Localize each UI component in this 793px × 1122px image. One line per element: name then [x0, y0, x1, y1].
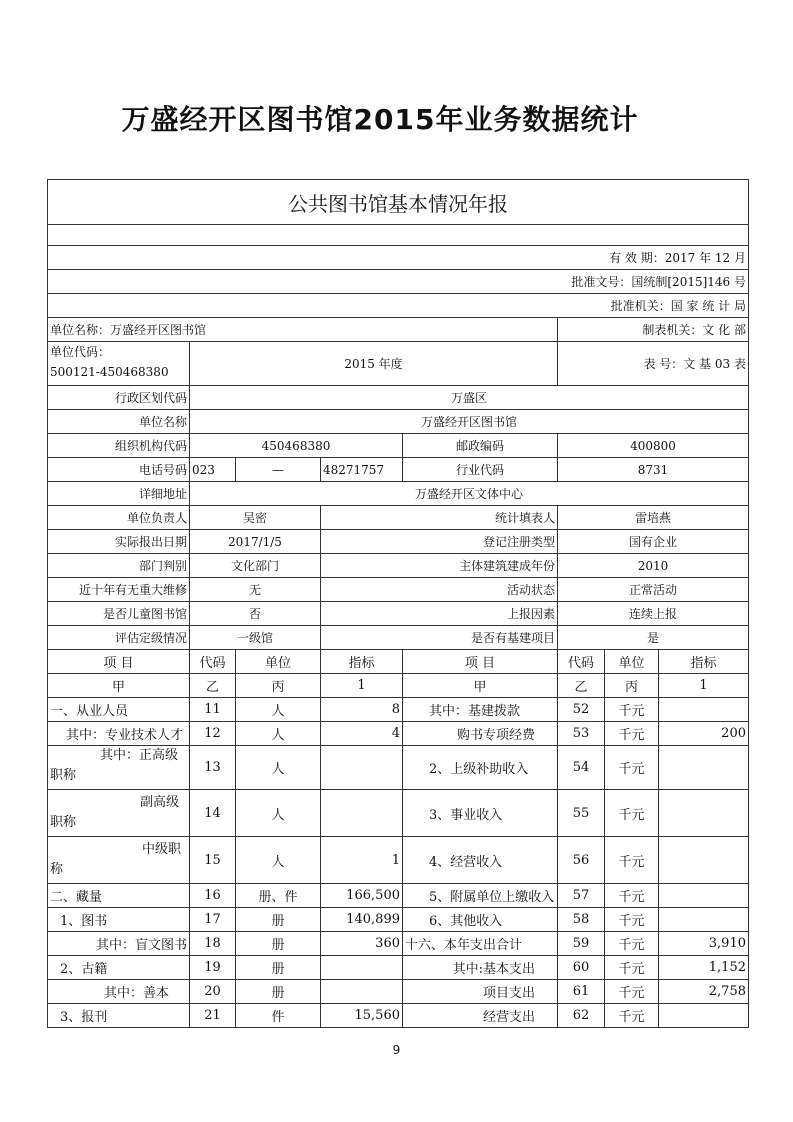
form-title: 公共图书馆基本情况年报 — [48, 180, 749, 225]
row-value-right — [659, 837, 749, 884]
build-year-value: 2010 — [558, 554, 749, 578]
table-row — [48, 1004, 749, 1028]
row-item-left: 其中：专业技术人才 — [48, 722, 190, 746]
row-item-right: 购书专项经费 — [403, 722, 558, 746]
unit-code-label: 单位代码： — [50, 345, 111, 359]
admin-code-value: 万盛区 — [190, 386, 749, 410]
activity-status-label: 活动状态 — [321, 578, 558, 602]
row-code-left: 16 — [190, 884, 236, 908]
row-item-left: 副高级职称 — [48, 790, 190, 837]
construction-label: 是否有基建项目 — [321, 626, 558, 650]
table-row — [48, 722, 749, 746]
blank-row — [48, 225, 749, 246]
build-year-label: 主体建筑建成年份 — [321, 554, 558, 578]
admin-code-label: 行政区划代码 — [48, 386, 190, 410]
row-unit-right: 千元 — [605, 1004, 659, 1028]
row-unit-left: 人 — [236, 698, 321, 722]
row-item-left: 其中：盲文图书 — [48, 932, 190, 956]
registration-type-label: 登记注册类型 — [321, 530, 558, 554]
row-code-left: 21 — [190, 1004, 236, 1028]
row-item-right: 经营支出 — [403, 1004, 558, 1028]
phone-dash: — — [236, 458, 321, 482]
row-value-left — [321, 980, 403, 1004]
row-value-right — [659, 908, 749, 932]
subheader-d-right: 1 — [659, 674, 749, 698]
row-code-right: 62 — [558, 1004, 605, 1028]
row-item-left: 其中：善本 — [48, 980, 190, 1004]
header-item: 项 目 — [48, 650, 190, 674]
row-unit-right: 千元 — [605, 908, 659, 932]
table-row — [48, 790, 749, 837]
subheader-c-right: 丙 — [605, 674, 659, 698]
row-item-right: 5、附属单位上缴收入 — [403, 884, 558, 908]
row-unit-left: 人 — [236, 790, 321, 837]
org-code-value: 450468380 — [190, 434, 403, 458]
row-value-right — [659, 698, 749, 722]
row-item-left: 二、藏量 — [48, 884, 190, 908]
approval-authority: 批准机关：国 家 统 计 局 — [48, 294, 749, 318]
table-row — [48, 837, 749, 884]
row-value-left: 1 — [321, 837, 403, 884]
row-unit-left: 人 — [236, 746, 321, 790]
row-unit-left: 件 — [236, 1004, 321, 1028]
header-code: 代码 — [190, 650, 236, 674]
row-value-left: 166,500 — [321, 884, 403, 908]
row-code-left: 17 — [190, 908, 236, 932]
row-code-right: 58 — [558, 908, 605, 932]
row-code-left: 14 — [190, 790, 236, 837]
report-reason-label: 上报因素 — [321, 602, 558, 626]
repair-value: 无 — [190, 578, 321, 602]
row-unit-right: 千元 — [605, 790, 659, 837]
row-value-right — [659, 884, 749, 908]
row-code-right: 61 — [558, 980, 605, 1004]
validity-period: 有 效 期：2017 年 12 月 — [48, 246, 749, 270]
construction-value: 是 — [558, 626, 749, 650]
subheader-d: 1 — [321, 674, 403, 698]
header-unit: 单位 — [236, 650, 321, 674]
row-unit-right: 千元 — [605, 698, 659, 722]
phone-area-code: 023 — [190, 458, 236, 482]
department-label: 部门判别 — [48, 554, 190, 578]
unit-head-label: 单位负责人 — [48, 506, 190, 530]
unit-code-value: 500121-450468380 — [50, 365, 169, 379]
industry-code-label: 行业代码 — [403, 458, 558, 482]
row-code-left: 18 — [190, 932, 236, 956]
row-unit-right: 千元 — [605, 837, 659, 884]
department-value: 文化部门 — [190, 554, 321, 578]
unit-name-line: 单位名称：万盛经开区图书馆 — [48, 318, 558, 342]
table-row — [48, 956, 749, 980]
form-filler-label: 统计填表人 — [321, 506, 558, 530]
repair-label: 近十年有无重大维修 — [48, 578, 190, 602]
row-value-right — [659, 790, 749, 837]
address-label: 详细地址 — [48, 482, 190, 506]
postal-code-value: 400800 — [558, 434, 749, 458]
row-item-right: 项目支出 — [403, 980, 558, 1004]
row-value-left: 4 — [321, 722, 403, 746]
subheader-a: 甲 — [48, 674, 190, 698]
report-date-label: 实际报出日期 — [48, 530, 190, 554]
row-item-right: 2、上级补助收入 — [403, 746, 558, 790]
row-unit-right: 千元 — [605, 980, 659, 1004]
industry-code-value: 8731 — [558, 458, 749, 482]
header-unit-right: 单位 — [605, 650, 659, 674]
registration-type-value: 国有企业 — [558, 530, 749, 554]
row-code-right: 59 — [558, 932, 605, 956]
row-value-right: 3,910 — [659, 932, 749, 956]
row-value-left: 360 — [321, 932, 403, 956]
postal-code-label: 邮政编码 — [403, 434, 558, 458]
row-value-right: 1,152 — [659, 956, 749, 980]
table-row — [48, 746, 749, 790]
table-row — [48, 980, 749, 1004]
subheader-b: 乙 — [190, 674, 236, 698]
row-value-right — [659, 1004, 749, 1028]
org-code-label: 组织机构代码 — [48, 434, 190, 458]
row-unit-left: 人 — [236, 722, 321, 746]
unit-head-value: 吴密 — [190, 506, 321, 530]
row-item-left: 1、图书 — [48, 908, 190, 932]
report-year: 2015 年度 — [190, 342, 558, 386]
unit-code-cell — [48, 342, 190, 386]
unit-name-value: 万盛经开区图书馆 — [190, 410, 749, 434]
subheader-b-right: 乙 — [558, 674, 605, 698]
row-code-right: 55 — [558, 790, 605, 837]
header-item-right: 项 目 — [403, 650, 558, 674]
issuing-authority: 制表机关：文 化 部 — [558, 318, 749, 342]
grade-label: 评估定级情况 — [48, 626, 190, 650]
page-number: 9 — [392, 1043, 401, 1057]
grade-value: 一级馆 — [190, 626, 321, 650]
row-code-left: 12 — [190, 722, 236, 746]
approval-number: 批准文号：国统制[2015]146 号 — [48, 270, 749, 294]
row-item-right: 其中：基建拨款 — [403, 698, 558, 722]
row-unit-right: 千元 — [605, 884, 659, 908]
table-row — [48, 932, 749, 956]
row-code-right: 53 — [558, 722, 605, 746]
row-code-left: 19 — [190, 956, 236, 980]
children-library-label: 是否儿童图书馆 — [48, 602, 190, 626]
address-value: 万盛经开区文体中心 — [190, 482, 749, 506]
row-item-right: 其中:基本支出 — [403, 956, 558, 980]
table-number: 表 号：文 基 03 表 — [558, 342, 749, 386]
table-row — [48, 884, 749, 908]
row-value-right: 2,758 — [659, 980, 749, 1004]
row-value-left: 140,899 — [321, 908, 403, 932]
row-value-right: 200 — [659, 722, 749, 746]
row-value-right — [659, 746, 749, 790]
row-unit-left: 册 — [236, 908, 321, 932]
row-code-left: 13 — [190, 746, 236, 790]
row-unit-right: 千元 — [605, 932, 659, 956]
row-code-right: 54 — [558, 746, 605, 790]
row-unit-left: 册 — [236, 956, 321, 980]
row-item-right: 4、经营收入 — [403, 837, 558, 884]
phone-label: 电话号码 — [48, 458, 190, 482]
row-unit-left: 册 — [236, 980, 321, 1004]
report-table — [47, 179, 749, 1028]
row-item-right: 6、其他收入 — [403, 908, 558, 932]
report-reason-value: 连续上报 — [558, 602, 749, 626]
form-filler-value: 雷培燕 — [558, 506, 749, 530]
header-code-right: 代码 — [558, 650, 605, 674]
row-value-left: 8 — [321, 698, 403, 722]
phone-number: 48271757 — [321, 458, 403, 482]
row-item-right: 3、事业收入 — [403, 790, 558, 837]
unit-name-label: 单位名称 — [48, 410, 190, 434]
header-indicator: 指标 — [321, 650, 403, 674]
row-unit-right: 千元 — [605, 746, 659, 790]
row-code-left: 15 — [190, 837, 236, 884]
row-unit-right: 千元 — [605, 722, 659, 746]
row-item-left: 其中：正高级职称 — [48, 746, 190, 790]
children-library-value: 否 — [190, 602, 321, 626]
row-code-right: 56 — [558, 837, 605, 884]
row-unit-right: 千元 — [605, 956, 659, 980]
table-row — [48, 698, 749, 722]
subheader-a-right: 甲 — [403, 674, 558, 698]
header-indicator-right: 指标 — [659, 650, 749, 674]
row-item-left: 2、古籍 — [48, 956, 190, 980]
row-code-right: 60 — [558, 956, 605, 980]
row-item-left: 3、报刊 — [48, 1004, 190, 1028]
row-value-left — [321, 746, 403, 790]
subheader-c: 丙 — [236, 674, 321, 698]
row-code-left: 11 — [190, 698, 236, 722]
row-item-left: 一、从业人员 — [48, 698, 190, 722]
row-unit-left: 人 — [236, 837, 321, 884]
report-date-value: 2017/1/5 — [190, 530, 321, 554]
row-unit-left: 册、件 — [236, 884, 321, 908]
document-title: 万盛经开区图书馆2015年业务数据统计 — [121, 103, 639, 136]
row-code-right: 52 — [558, 698, 605, 722]
row-code-left: 20 — [190, 980, 236, 1004]
row-item-right: 十六、本年支出合计 — [403, 932, 558, 956]
row-value-left — [321, 790, 403, 837]
row-unit-left: 册 — [236, 932, 321, 956]
row-item-left: 中级职称 — [48, 837, 190, 884]
row-code-right: 57 — [558, 884, 605, 908]
annual-report-form — [47, 179, 748, 1028]
activity-status-value: 正常活动 — [558, 578, 749, 602]
row-value-left — [321, 956, 403, 980]
row-value-left: 15,560 — [321, 1004, 403, 1028]
table-row — [48, 908, 749, 932]
